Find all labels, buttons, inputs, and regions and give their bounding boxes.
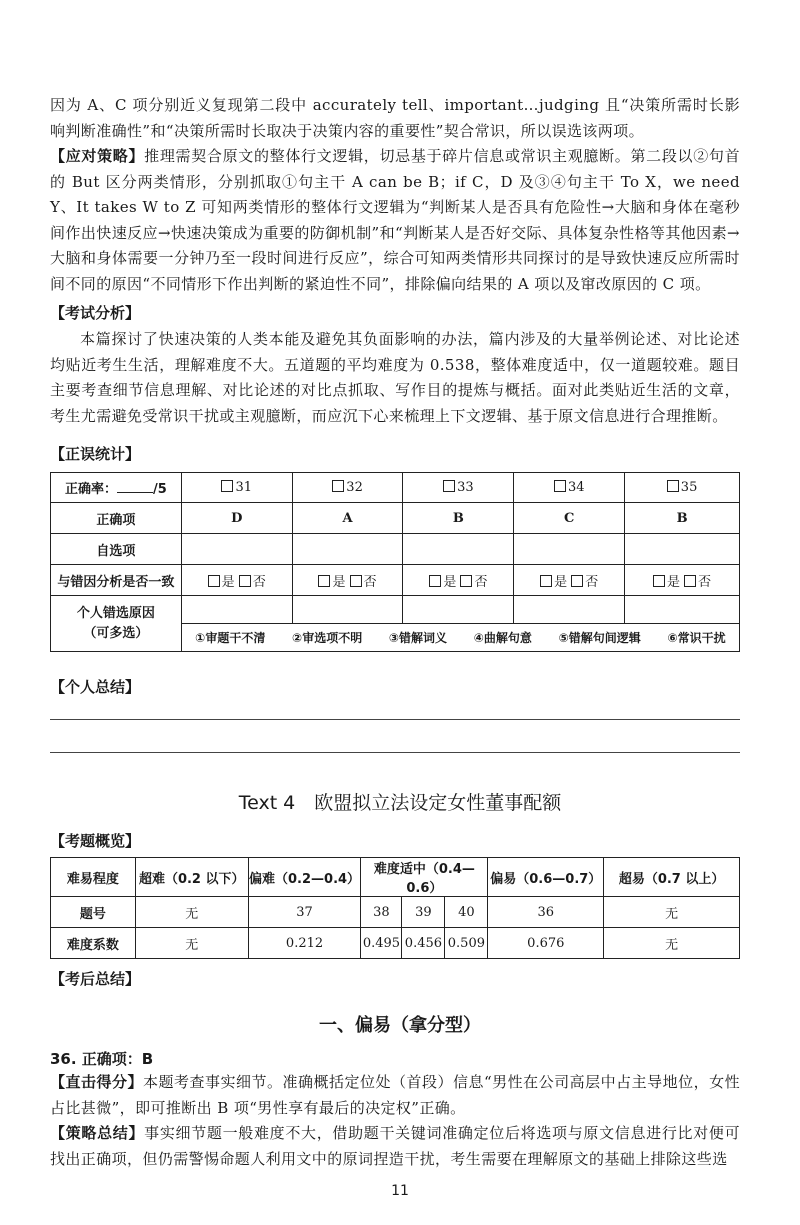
question-checkbox-cell[interactable]: 35 bbox=[625, 473, 740, 503]
strategy-summary-text: 事实细节题一般难度不大，借助题干关键词准确定位后将选项与原文信息进行比对便可找出正确项，但仍需警惕命题人利用文中的原词捏造干扰，考生需要在理解原文的基础上排除这些选 bbox=[50, 1124, 740, 1168]
strategy-label: 【应对策略】 bbox=[50, 147, 145, 165]
accuracy-rate-cell: 正确率： /5 bbox=[51, 473, 182, 503]
table-row bbox=[51, 473, 740, 503]
yes-no-cell[interactable]: 是 否 bbox=[514, 565, 625, 596]
question-number-label: 题号 bbox=[51, 897, 136, 928]
checkbox-yes[interactable] bbox=[653, 575, 665, 587]
question-checkbox-cell[interactable]: 32 bbox=[292, 473, 403, 503]
correct-answer-label: 正确项 bbox=[51, 503, 182, 534]
paragraph-distractor-explanation: 因为 A、C 项分别近义复现第二段中 accurately tell、important…judging 且“决策所需时长影响判断准确性”和“决策所需时长取决于决策内容的重要性”契合常识，所以误选该两项。 bbox=[50, 96, 740, 140]
error-reason-cell[interactable] bbox=[514, 596, 625, 624]
summary-writing-line[interactable] bbox=[50, 719, 740, 720]
scoring-text: 本题考查事实细节。准确概括定位处（首段）信息“男性在公司高层中占主导地位，女性占比甚微”，即可推断出 B 项“男性享有最后的决定权”正确。 bbox=[50, 1073, 740, 1117]
difficulty-level: 难度适中（0.4—0.6） bbox=[361, 858, 488, 897]
paragraph-exam-analysis: 本篇探讨了快速决策的人类本能及避免其负面影响的办法，篇内涉及的大量举例论述、对比论述均贴近考生生活，理解难度不大。五道题的平均难度为 0.538，整体难度适中，仅一道题较难。题目主要考查细节信息理解、对比论述的对比点抓取、写作目的提炼与概括。面对此类贴近生活的文章，考生尤需避免受常识干扰或主观臆断，而应沉下心来梳理上下文逻辑、基于原文信息进行合理推断。 bbox=[50, 330, 740, 425]
accuracy-stats-table bbox=[50, 472, 740, 652]
yes-no-cell[interactable]: 是 否 bbox=[292, 565, 403, 596]
error-reason-cell[interactable] bbox=[625, 596, 740, 624]
checkbox[interactable] bbox=[443, 480, 455, 492]
self-choice-cell[interactable] bbox=[625, 534, 740, 565]
heading-accuracy-stats: 【正误统计】 bbox=[50, 445, 141, 463]
heading-overview: 【考题概览】 bbox=[50, 832, 141, 850]
q36-scoring-paragraph bbox=[50, 1070, 740, 1121]
checkbox[interactable] bbox=[667, 480, 679, 492]
question-checkbox-cell[interactable]: 34 bbox=[514, 473, 625, 503]
table-row bbox=[51, 928, 740, 959]
question-number: 38 bbox=[361, 897, 402, 928]
table-row bbox=[51, 596, 740, 624]
table-row bbox=[51, 858, 740, 897]
difficulty-coefficient: 无 bbox=[604, 928, 740, 959]
reason-option[interactable]: ⑥常识干扰 bbox=[667, 631, 726, 645]
summary-writing-line[interactable] bbox=[50, 752, 740, 753]
difficulty-coefficient: 0.212 bbox=[248, 928, 361, 959]
checkbox-no[interactable] bbox=[684, 575, 696, 587]
reason-option[interactable]: ⑤错解句间逻辑 bbox=[558, 631, 641, 645]
correct-answer-cell: B bbox=[403, 503, 514, 534]
question-checkbox-cell[interactable]: 33 bbox=[403, 473, 514, 503]
checkbox-no[interactable] bbox=[350, 575, 362, 587]
reason-option[interactable]: ④曲解句意 bbox=[473, 631, 532, 645]
table-row bbox=[51, 565, 740, 596]
q36-strategy-paragraph bbox=[50, 1121, 740, 1172]
rate-blank[interactable] bbox=[117, 480, 153, 493]
error-reason-cell[interactable] bbox=[403, 596, 514, 624]
q36-answer-title: 36. 正确项：B bbox=[50, 1050, 154, 1068]
checkbox-yes[interactable] bbox=[429, 575, 441, 587]
self-choice-cell[interactable] bbox=[292, 534, 403, 565]
heading-after-exam-summary: 【考后总结】 bbox=[50, 970, 141, 988]
question-number: 无 bbox=[135, 897, 248, 928]
difficulty-coefficient: 无 bbox=[135, 928, 248, 959]
question-number: 无 bbox=[604, 897, 740, 928]
checkbox-yes[interactable] bbox=[208, 575, 220, 587]
checkbox-yes[interactable] bbox=[540, 575, 552, 587]
self-choice-label: 自选项 bbox=[51, 534, 182, 565]
scoring-label: 【直击得分】 bbox=[50, 1073, 143, 1091]
yes-no-cell[interactable]: 是 否 bbox=[403, 565, 514, 596]
self-choice-cell[interactable] bbox=[403, 534, 514, 565]
table-row bbox=[51, 534, 740, 565]
difficulty-level: 超易（0.7 以上） bbox=[604, 858, 740, 897]
heading-exam-analysis: 【考试分析】 bbox=[50, 304, 141, 322]
question-number: 40 bbox=[445, 897, 488, 928]
difficulty-level: 偏易（0.6—0.7） bbox=[488, 858, 604, 897]
text4-title: Text 4 欧盟拟立法设定女性董事配额 bbox=[238, 792, 562, 814]
correct-answer-cell: C bbox=[514, 503, 625, 534]
match-analysis-label: 与错因分析是否一致 bbox=[51, 565, 182, 596]
difficulty-level-label: 难易程度 bbox=[51, 858, 136, 897]
difficulty-coefficient: 0.676 bbox=[488, 928, 604, 959]
table-row bbox=[51, 503, 740, 534]
checkbox[interactable] bbox=[221, 480, 233, 492]
error-reason-cell[interactable] bbox=[292, 596, 403, 624]
checkbox-no[interactable] bbox=[460, 575, 472, 587]
error-reason-label: 个人错选原因 （可多选） bbox=[51, 596, 182, 652]
paragraph-strategy bbox=[50, 144, 740, 297]
difficulty-level: 偏难（0.2—0.4） bbox=[248, 858, 361, 897]
self-choice-cell[interactable] bbox=[514, 534, 625, 565]
checkbox-no[interactable] bbox=[239, 575, 251, 587]
page-number: 11 bbox=[391, 1183, 409, 1199]
strategy-summary-label: 【策略总结】 bbox=[50, 1124, 145, 1142]
difficulty-overview-table bbox=[50, 857, 740, 959]
section-title-easy: 一、偏易（拿分型） bbox=[319, 1015, 481, 1036]
error-reason-cell[interactable] bbox=[181, 596, 292, 624]
yes-no-cell[interactable]: 是 否 bbox=[625, 565, 740, 596]
table-row bbox=[51, 897, 740, 928]
question-number: 39 bbox=[402, 897, 445, 928]
question-number: 37 bbox=[248, 897, 361, 928]
checkbox-no[interactable] bbox=[571, 575, 583, 587]
correct-answer-cell: D bbox=[181, 503, 292, 534]
checkbox[interactable] bbox=[554, 480, 566, 492]
correct-answer-cell: A bbox=[292, 503, 403, 534]
reason-option[interactable]: ③错解词义 bbox=[388, 631, 448, 645]
difficulty-level: 超难（0.2 以下） bbox=[135, 858, 248, 897]
reason-option[interactable]: ①审题干不清 bbox=[195, 631, 266, 645]
heading-personal-summary: 【个人总结】 bbox=[50, 678, 141, 696]
yes-no-cell[interactable]: 是 否 bbox=[181, 565, 292, 596]
checkbox[interactable] bbox=[332, 480, 344, 492]
reason-option[interactable]: ②审选项不明 bbox=[292, 631, 363, 645]
correct-answer-cell: B bbox=[625, 503, 740, 534]
question-checkbox-cell[interactable]: 31 bbox=[181, 473, 292, 503]
strategy-text: 推理需契合原文的整体行文逻辑，切忌基于碎片信息或常识主观臆断。第二段以②句首的 But 区分两类情形，分别抓取①句主干 A can be B；if C，D 及③④句主干 To X，we need Y、It takes W to Z 可知两类情形的整体行文逻辑为“判断某人是否具有危险性→大脑和身体在毫秒间作出快速反应→快速决策成为重要的防御机制”和“判断某人是否好交际、具体复杂性格等其他因素→大脑和身体需要一分钟乃至一段时间进行反应”，综合可知两类情形共同探讨的是导致快速反应所需时间不同的原因“不同情形下作出判断的紧迫性不同”，排除偏向结果的 A 项以及窜改原因的 C 项。 bbox=[50, 147, 740, 293]
question-number: 36 bbox=[488, 897, 604, 928]
error-reason-options bbox=[181, 624, 739, 652]
difficulty-coefficient: 0.509 bbox=[445, 928, 488, 959]
self-choice-cell[interactable] bbox=[181, 534, 292, 565]
checkbox-yes[interactable] bbox=[318, 575, 330, 587]
difficulty-coefficient-label: 难度系数 bbox=[51, 928, 136, 959]
difficulty-coefficient: 0.456 bbox=[402, 928, 445, 959]
difficulty-coefficient: 0.495 bbox=[361, 928, 402, 959]
